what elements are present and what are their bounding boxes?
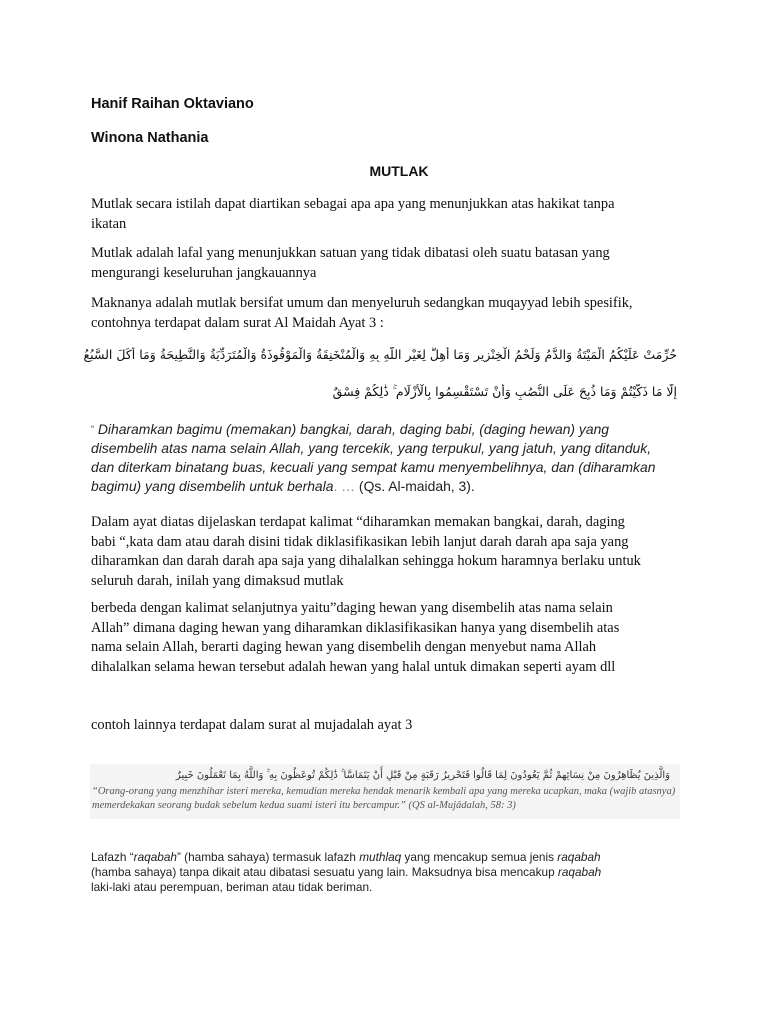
italic-term: muthlaq <box>359 850 402 864</box>
author-name-2: Winona Nathania <box>91 130 209 146</box>
text-segment: laki-laki atau perempuan, beriman atau tidak beriman. <box>91 880 373 894</box>
explanation-paragraph-2: berbeda dengan kalimat selanjutnya yaitu”daging hewan yang disembelih atas nama selain Allah” dimana daging hewan yang diharamkan diklasifikasikan hanya yang disembelih atas nama selain Allah, berarti daging hewan yang disembelih dengan menyebut nama Allah dihalalkan selama hewan tersebut adalah hewan yang halal untuk dimakan seperti ayam dll <box>91 600 620 675</box>
definition-paragraph-2: Mutlak adalah lafal yang menunjukkan satuan yang tidak dibatasi oleh suatu batasan yang mengurangi keseluruhan jangkauannya <box>91 245 610 281</box>
text-segment: yang mencakup semua jenis <box>401 850 558 864</box>
text-segment: ” (hamba sahaya) termasuk lafazh <box>176 850 360 864</box>
document-title: MUTLAK <box>369 163 429 179</box>
translation-text: Diharamkan bagimu (memakan) bangkai, darah, daging babi, (daging hewan) yang disembelih atas nama selain Allah, yang tercekik, yang terpukul, yang jatuh, yang ditanduk, dan diterkam binatang buas, kecuali yang sempat kamu menyembelihnya, dan (diharamkan bagimu) yang disembelih untuk berhala <box>91 421 656 494</box>
italic-term: raqabah <box>133 850 177 864</box>
example-intro-paragraph: Maknanya adalah mutlak bersifat umum dan menyeluruh sedangkan muqayyad lebih spesifik, contohnya terdapat dalam surat Al Maidah Ayat 3 : <box>91 295 633 331</box>
text-segment: Lafazh “ <box>91 850 134 864</box>
verse-translation-1 <box>91 420 661 496</box>
second-example-intro: contoh lainnya terdapat dalam surat al mujadalah ayat 3 <box>91 717 413 733</box>
author-name-1: Hanif Raihan Oktaviano <box>91 96 254 112</box>
verse-reference: (Qs. Al-maidah, 3). <box>355 478 475 494</box>
translation-ellipsis: . … <box>333 478 356 494</box>
open-quote: “ <box>91 424 94 434</box>
explanation-paragraph-1: Dalam ayat diatas dijelaskan terdapat kalimat “diharamkan memakan bangkai, darah, daging babi “,kata dam atau darah disini tidak diklasifikasikan lebih lanjut darah darah apa saja yang diharamkan dan darah darah apa saja yang dihalalkan sehingga hokum haramnya berlaku untuk seluruh darah, inilah yang dimaksud mutlak <box>91 514 641 589</box>
arabic-verse-line-2: إِلَّا مَا ذَكَّيْتُمْ وَمَا ذُبِحَ عَلَى النُّصُبِ وَأَنْ تَسْتَقْسِمُوا بِالْأَزْلَامِ ۚ ذَٰلِكُمْ فِسْقٌ <box>332 384 677 399</box>
quoted-verse-box <box>90 764 680 819</box>
italic-term: raqabah <box>557 850 601 864</box>
arabic-verse-line-1: حُرِّمَتْ عَلَيْكُمُ الْمَيْتَةُ وَالدَّمُ وَلَحْمُ الْخِنْزِيرِ وَمَا أُهِلَّ لِغَيْرِ اللَّهِ بِهِ وَالْمُنْخَنِقَةُ وَالْمَوْقُوذَةُ وَالْمُتَرَدِّيَةُ وَالنَّطِيحَةُ وَمَا أَكَلَ السَّبُعُ <box>83 347 677 362</box>
definition-paragraph-1: Mutlak secara istilah dapat diartikan sebagai apa apa yang menunjukkan atas hakikat tanpa ikatan <box>91 196 615 232</box>
italic-term: raqabah <box>557 865 602 879</box>
text-segment: (hamba sahaya) tanpa dikait atau dibatasi sesuatu yang lain. Maksudnya bisa mencakup <box>91 865 558 879</box>
raqabah-explanation <box>91 850 611 895</box>
arabic-verse-mujadalah: وَالَّذِينَ يُظَاهِرُونَ مِنْ نِسَائِهِمْ ثُمَّ يَعُودُونَ لِمَا قَالُوا فَتَحْرِيرُ رَقَبَةٍ مِنْ قَبْلِ أَنْ يَتَمَاسَّا ۚ ذَٰلِكُمْ تُوعَظُونَ بِهِ ۚ وَاللَّهُ بِمَا تَعْمَلُونَ خَبِيرٌ <box>175 770 670 781</box>
verse-translation-2: “Orang-orang yang menzhihar isteri mereka, kemudian mereka hendak menarik kembali apa yang mereka ucapkan, maka (wajib atasnya) memerdekakan seorang budak sebelum kedua suami isteri itu bercampur.” (QS al-Mujâdalah, 58: 3) <box>92 786 676 811</box>
